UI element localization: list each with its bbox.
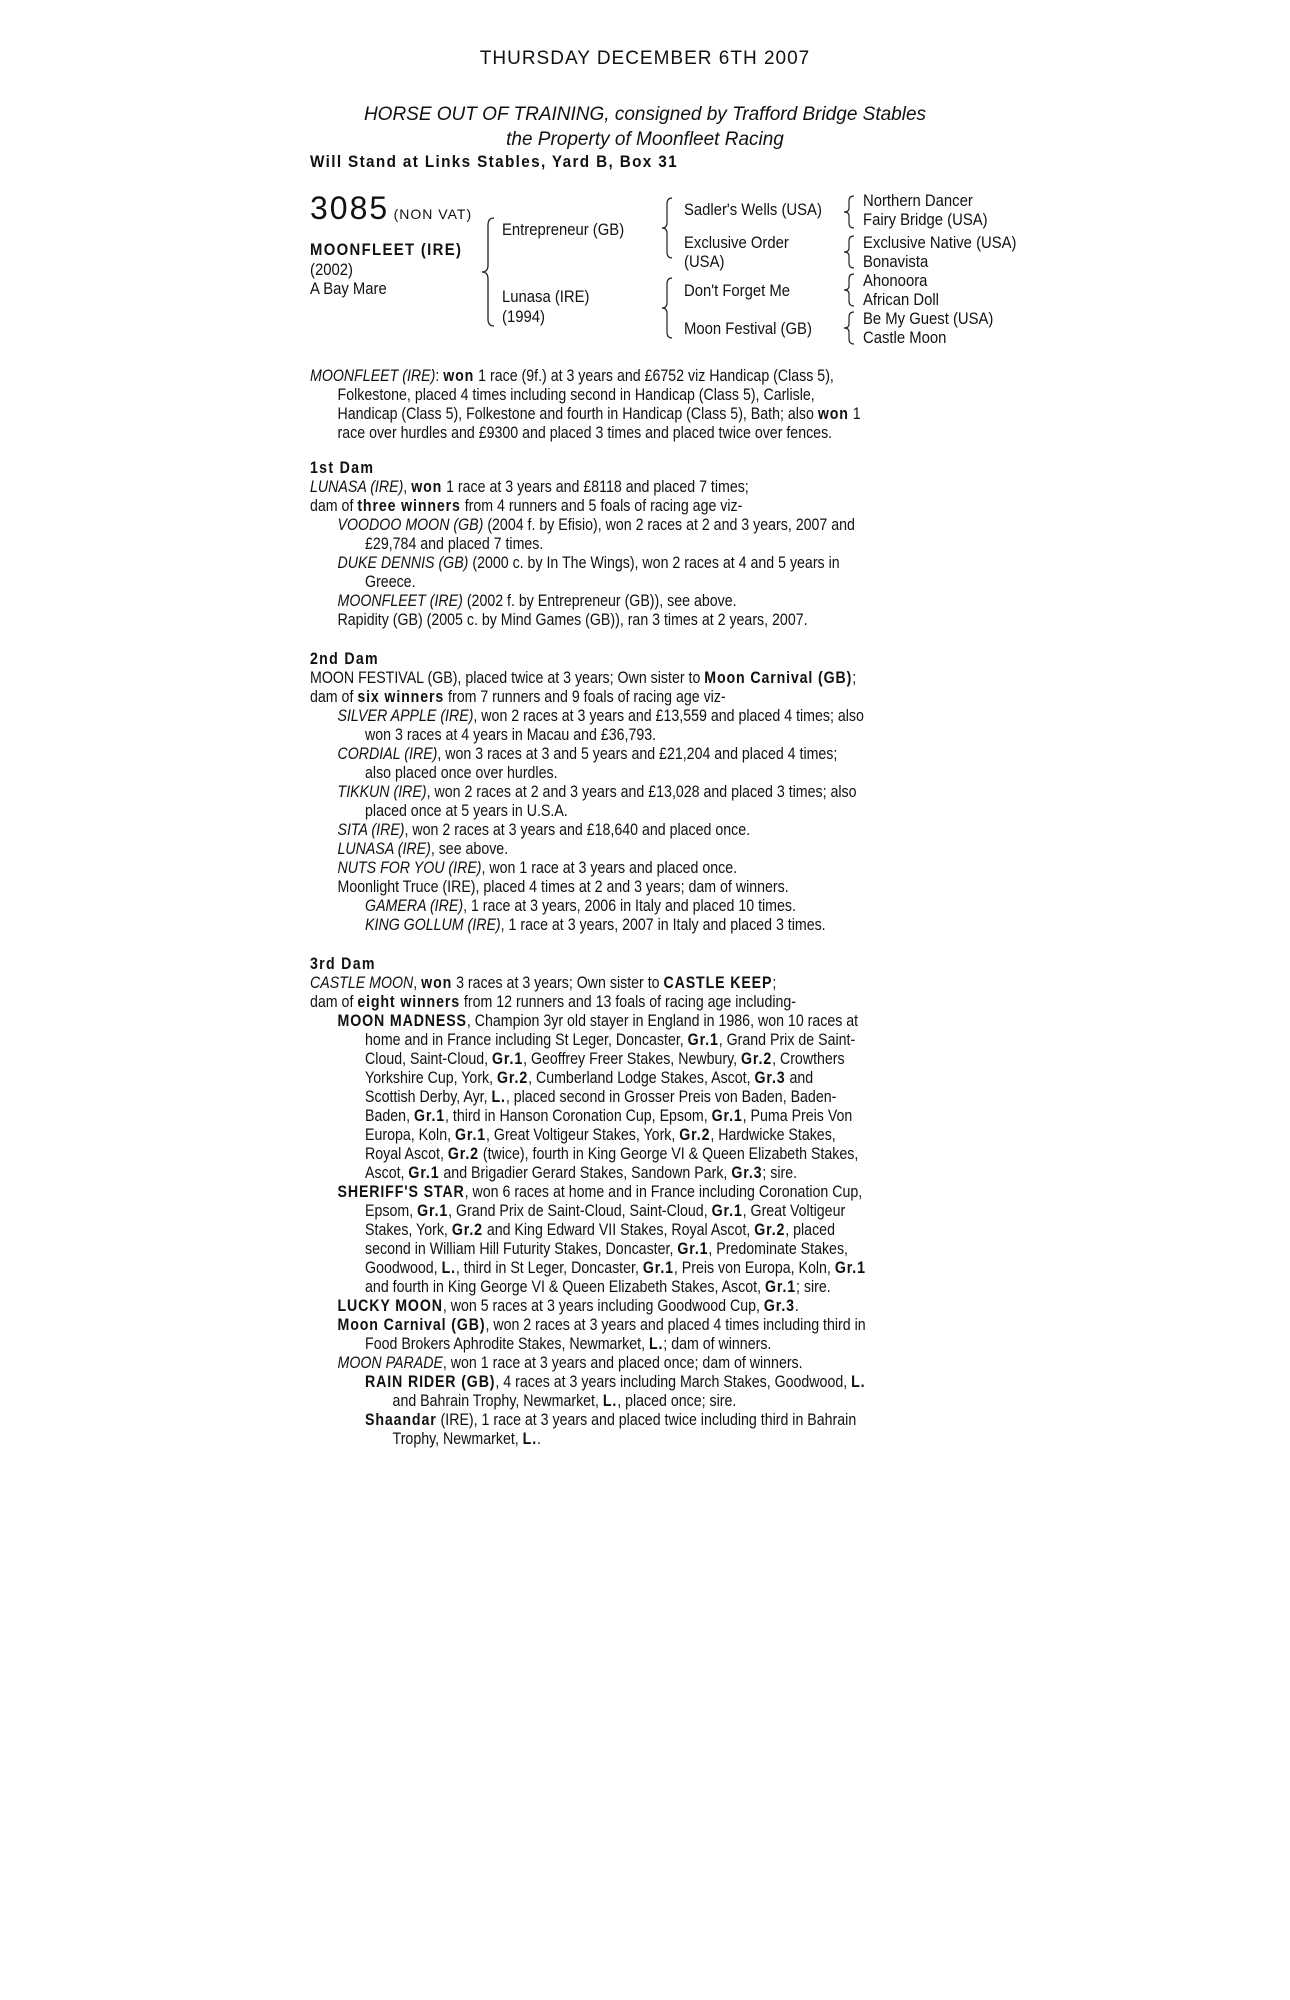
vat-status: (NON VAT) [393,206,473,222]
text: and Bahrain Trophy, Newmarket, [392,1392,603,1410]
text: dam of [310,497,358,515]
grade: Gr.2 [451,1221,483,1239]
horse-ref: NUTS FOR YOU (IRE) [337,859,482,877]
text: Stakes, York, [365,1221,452,1239]
grade: Gr.3 [731,1164,763,1182]
ds-sire: Ahonoora [863,272,928,290]
pedigree-brace-ss [842,194,862,230]
dd-dam: Castle Moon [863,329,947,347]
sd-dam: Bonavista [863,253,929,271]
horse-ref: Moon Carnival (GB) [704,669,853,687]
stand-location: Will Stand at Links Stables, Yard B, Box 31 [310,152,678,171]
grade: Gr.3 [754,1069,786,1087]
sire-dam-line1: Exclusive Order [684,234,789,252]
section-heading: 1st Dam [310,459,375,477]
text: Cloud, Saint-Cloud, [365,1050,493,1068]
horse-ref: CASTLE MOON [310,974,414,992]
grade: L. [602,1392,618,1410]
text: 1 race at 3 years and £8118 and placed 7 times; [442,478,749,496]
text-line: Folkestone, placed 4 times including second in Handicap (Class 5), Carlisle, [337,386,815,404]
horse-ref: SITA (IRE) [337,821,405,839]
text: Scottish Derby, Ayr, [365,1088,492,1106]
text: Trophy, Newmarket, [392,1430,523,1448]
text: , Grand Prix de Saint-Cloud, Saint-Cloud, [448,1202,712,1220]
text: , won 3 races at 3 and 5 years and £21,204 and placed 4 times; [437,745,838,763]
grade: Gr.1 [677,1240,709,1258]
text: , [403,478,412,496]
horse-ref: CASTLE KEEP [663,974,773,992]
text: from 7 runners and 9 foals of racing age viz- [444,688,726,706]
grade: Gr.2 [741,1050,773,1068]
text: from 12 runners and 13 foals of racing age including- [459,993,797,1011]
text: . [537,1430,541,1448]
grade: Gr.1 [454,1126,487,1144]
text: second in William Hill Futurity Stakes, Doncaster, [365,1240,678,1258]
pedigree-brace-sd [842,234,862,270]
sire-dam-line2: (USA) [684,253,725,271]
text: , Puma Preis Von [742,1107,853,1125]
text: , won 1 race at 3 years and placed once; dam of winners. [442,1354,803,1372]
grade: Gr.1 [492,1050,524,1068]
horse-ref: SILVER APPLE (IRE) [337,707,474,725]
horse-ref: TIKKUN (IRE) [337,783,427,801]
text: : [435,367,444,385]
dam-year: (1994) [502,308,545,326]
text: , 1 race at 3 years, 2007 in Italy and placed 3 times. [500,916,826,934]
text: MOON FESTIVAL (GB), placed twice at 3 years; Own sister to [310,669,705,687]
horse-ref: LUCKY MOON [337,1297,443,1315]
grade: Gr.1 [687,1031,719,1049]
foaling-year: (2002) [310,261,353,279]
text: , placed second in Grosser Preis von Baden, Baden- [505,1088,837,1106]
text: , see above. [430,840,509,858]
horse-ref: Shaandar [365,1411,437,1429]
pedigree-brace-dd [842,310,862,346]
won-label: won [421,974,453,992]
grade: Gr.2 [447,1145,479,1163]
text: Ascot, [365,1164,409,1182]
text: . [794,1297,799,1315]
text: from 4 runners and 5 foals of racing age viz- [460,497,743,515]
text: ; sire. [796,1278,831,1296]
text: Royal Ascot, [365,1145,448,1163]
grade: Gr.1 [642,1259,674,1277]
text: , won 1 race at 3 years and placed once. [481,859,738,877]
text: (2000 c. by In The Wings), won 2 races at 4 and 5 years in [468,554,840,572]
grade: Gr.1 [413,1107,446,1125]
text: , won 2 races at 3 years and £13,559 and placed 4 times; also [473,707,864,725]
lot-heading: HORSE OUT OF TRAINING, consigned by Trafford Bridge Stables [363,104,927,125]
horse-ref: VOODOO MOON (GB) [337,516,484,534]
pedigree-brace-sire [660,196,682,262]
winners-count: six winners [357,688,445,706]
text: and Brigadier Gerard Stakes, Sandown Park, [439,1164,732,1182]
text: , won 2 races at 2 and 3 years and £13,028 and placed 3 times; also [426,783,857,801]
grade: Gr.1 [408,1164,440,1182]
horse-ref: SHERIFF'S STAR [337,1183,465,1201]
text: , Cumberland Lodge Stakes, Ascot, [528,1069,755,1087]
first-dam-section [310,459,1070,630]
grade: Gr.3 [763,1297,795,1315]
horse-ref: Moon Carnival (GB) [337,1316,486,1334]
text: and fourth in King George VI & Queen Elizabeth Stakes, Ascot, [365,1278,765,1296]
text-line: placed once at 5 years in U.S.A. [365,802,568,820]
grade: L. [441,1259,456,1277]
grade: Gr.1 [711,1202,743,1220]
text: , 1 race at 3 years, 2006 in Italy and placed 10 times. [463,897,796,915]
grade: Gr.2 [679,1126,711,1144]
dd-sire: Be My Guest (USA) [863,310,994,328]
text: Baden, [365,1107,414,1125]
text-line: Greece. [365,573,416,591]
text: , Predominate Stakes, [708,1240,848,1258]
text: , won 6 races at home and in France including Coronation Cup, [464,1183,863,1201]
sire: Entrepreneur (GB) [502,221,625,239]
ds-dam: African Doll [863,291,939,309]
text-line: also placed once over hurdles. [365,764,558,782]
winners-count: eight winners [357,993,460,1011]
text: (2002 f. by Entrepreneur (GB)), see above. [462,592,737,610]
sd-sire: Exclusive Native (USA) [863,234,1017,252]
text: , placed [785,1221,835,1239]
ss-sire: Northern Dancer [863,192,973,210]
text: , third in St Leger, Doncaster, [455,1259,643,1277]
text: home and in France including St Leger, Doncaster, [365,1031,688,1049]
text: Epsom, [365,1202,418,1220]
grade: L. [491,1088,506,1106]
text: , Geoffrey Freer Stakes, Newbury, [523,1050,742,1068]
text: (2004 f. by Efisio), won 2 races at 2 and 3 years, 2007 and [483,516,855,534]
text: , 4 races at 3 years including March Stakes, Goodwood, [495,1373,852,1391]
text: and [785,1069,814,1087]
text: , third in Hanson Coronation Cup, Epsom, [445,1107,712,1125]
horse-ref: KING GOLLUM (IRE) [365,916,501,934]
lot-number-line [310,190,472,227]
text: ; sire. [762,1164,798,1182]
text: Food Brokers Aphrodite Stakes, Newmarket, [365,1335,649,1353]
won-label: won [817,405,849,423]
section-heading: 2nd Dam [310,650,379,668]
text-line: won 3 races at 4 years in Macau and £36,793. [365,726,657,744]
text: Yorkshire Cup, York, [365,1069,498,1087]
text-line: Rapidity (GB) (2005 c. by Mind Games (GB)), ran 3 times at 2 years, 2007. [337,611,808,629]
won-label: won [443,367,475,385]
grade: Gr.1 [764,1278,797,1296]
text: 1 race (9f.) at 3 years and £6752 viz Handicap (Class 5), [474,367,834,385]
text: 3 races at 3 years; Own sister to [452,974,664,992]
horse-ref: LUNASA (IRE) [337,840,431,858]
horse-ref: MOONFLEET (IRE) [337,592,463,610]
horse-ref: MOONFLEET (IRE) [310,367,436,385]
winners-count: three winners [357,497,461,515]
text: , won 5 races at 3 years including Goodwood Cup, [442,1297,764,1315]
racing-record [310,367,1070,443]
text: , placed once; sire. [617,1392,737,1410]
text: Goodwood, [365,1259,442,1277]
ss-dam: Fairy Bridge (USA) [863,211,988,229]
lot-number: 3085 [310,190,390,226]
dam-dam: Moon Festival (GB) [684,320,812,338]
text: , Preis von Europa, Koln, [673,1259,835,1277]
horse-ref: RAIN RIDER (GB) [365,1373,496,1391]
text: (twice), fourth in King George VI & Queen Elizabeth Stakes, [478,1145,859,1163]
text: , Great Voltigeur [742,1202,846,1220]
text: ; dam of winners. [663,1335,772,1353]
text-line: Moonlight Truce (IRE), placed 4 times at 2 and 3 years; dam of winners. [337,878,789,896]
grade: Gr.1 [711,1107,743,1125]
sale-date: THURSDAY DECEMBER 6TH 2007 [479,48,811,69]
owner-line: the Property of Moonfleet Racing [506,129,784,150]
dam-sire: Don't Forget Me [684,282,791,300]
horse-ref: CORDIAL (IRE) [337,745,438,763]
text: dam of [310,688,358,706]
horse-name: MOONFLEET (IRE) [310,241,463,259]
second-dam-section [310,650,1070,935]
won-label: won [411,478,443,496]
horse-ref: DUKE DENNIS (GB) [337,554,469,572]
text: Europa, Koln, [365,1126,455,1144]
grade: Gr.1 [834,1259,866,1277]
text: , Crowthers [772,1050,845,1068]
text: (IRE), 1 race at 3 years and placed twice including third in Bahrain [436,1411,857,1429]
third-dam-section [310,955,1070,1449]
text: , Great Voltigeur Stakes, York, [486,1126,680,1144]
horse-ref: MOON MADNESS [337,1012,467,1030]
text: 1 [848,405,861,423]
section-heading: 3rd Dam [310,955,376,973]
horse-ref: GAMERA (IRE) [365,897,464,915]
grade: Gr.2 [754,1221,786,1239]
grade: L. [648,1335,664,1353]
text: dam of [310,993,358,1011]
grade: L. [522,1430,538,1448]
horse-ref: LUNASA (IRE) [310,478,404,496]
text: , Hardwicke Stakes, [710,1126,836,1144]
grade: Gr.1 [417,1202,449,1220]
text: ; [772,974,777,992]
horse-ref: MOON PARADE [337,1354,443,1372]
dam: Lunasa (IRE) [502,288,590,306]
grade: L. [851,1373,866,1391]
grade: Gr.2 [497,1069,529,1087]
text-line: race over hurdles and £9300 and placed 3 times and placed twice over fences. [337,424,833,442]
text: , won 2 races at 3 years and placed 4 times including third in [485,1316,866,1334]
pedigree-brace-ds [842,272,862,308]
sire-sire: Sadler's Wells (USA) [684,201,822,219]
text: , won 2 races at 3 years and £18,640 and placed once. [404,821,751,839]
text-line: £29,784 and placed 7 times. [365,535,544,553]
text: ; [852,669,857,687]
text: Handicap (Class 5), Folkestone and fourth in Handicap (Class 5), Bath; also [337,405,818,423]
text: , Champion 3yr old stayer in England in 1986, won 10 races at [466,1012,859,1030]
horse-description: A Bay Mare [310,280,387,298]
text: , Grand Prix de Saint- [718,1031,856,1049]
text: , [413,974,422,992]
pedigree-brace-dam [660,276,682,342]
text: and King Edward VII Stakes, Royal Ascot, [482,1221,755,1239]
